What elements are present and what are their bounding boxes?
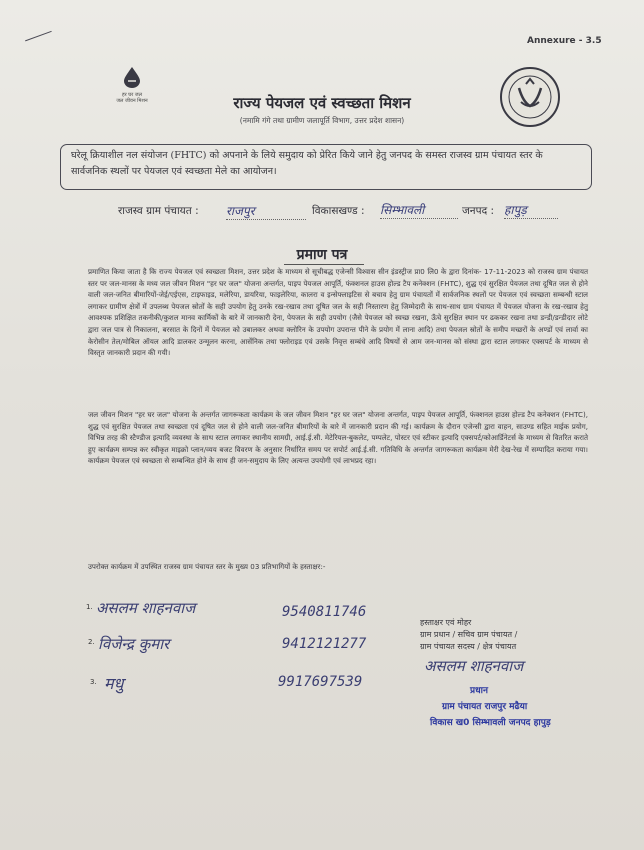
participant-phone: 9917697539	[278, 674, 363, 690]
department-subtitle: (नमामि गंगे तथा ग्रामीण जलापूर्ति विभाग, उत्तर प्रदेश शासन)	[239, 116, 405, 125]
authority-roles-line: ग्राम पंचायत सदस्य / क्षेत्र पंचायत	[420, 642, 517, 651]
event-notice-box: घरेलू क्रियाशील नल संयोजन (FHTC) को अपनाने के लिये समुदाय को प्रेरित किये जाने हेतु जनपद के समस्त राजस्व ग्राम पंचायत स्तर के सार्वजनिक स्थलों पर पेयजल एवं स्वच्छता मेले का आयोजन।	[60, 144, 592, 190]
stamp-line: प्रधान	[470, 686, 488, 696]
participant-phone: 9412121277	[282, 636, 367, 652]
block-label: विकासखण्ड :	[312, 205, 365, 217]
logo-caption: हर घर जल जल जीवन मिशन	[116, 92, 148, 104]
gram-panchayat-label: राजस्व ग्राम पंचायत :	[118, 205, 199, 217]
certificate-title: प्रमाण पत्र	[296, 247, 348, 263]
participant-number: 1.	[86, 603, 93, 611]
participant-phone: 9540811746	[282, 604, 367, 620]
authority-roles-line: ग्राम प्रधान / सचिव ग्राम पंचायत /	[420, 630, 518, 639]
block-value: सिम्भावली	[380, 201, 458, 219]
water-drop-icon	[121, 66, 143, 88]
gram-panchayat-value: राजपुर	[226, 202, 306, 220]
participants-intro: उपरोक्त कार्यक्रम में उपस्थित राजस्व ग्राम पंचायत स्तर के मुख्य 03 प्रतिभागियों के हस्ताक्षर:-	[88, 562, 326, 571]
certificate-paragraph-1: प्रमाणित किया जाता है कि राज्य पेयजल एवं स्वच्छता मिशन, उत्तर प्रदेश के माध्यम से सूचीबद्ध एजेन्सी विश्वास सीन इंडस्ट्रीज प्रा0 लि0 के द्वारा दिनांक- 17-11-2023 को राजस्व ग्राम पंचायत स्तर पर जल-मानस के मध्य जल जीवन मिशन "हर घर जल" योजना अन्तर्गत, पाइप पेयजल आपूर्ति, फंक्शनल हाउस होल्ड टैप कनेक्शन (FHTC), शुद्ध एवं सुरक्षित पेयजल तथा दूषित जल से होने वाली जल-जनित बीमारियों-जेई/एईएस, टाइफाइड, मलेरिया, डायरिया, फाइलेरिया, कालरा व इन्सेफ्लाइटिस से बचाव हेतु ग्राम पंचायतों में सार्वजनिक स्थलों पर पेयजल एवं स्वच्छता सम्बन्धी स्टाल लगाकर ग्रामीण क्षेत्रों में उपलब्ध पेयजल स्रोतों के सही उपयोग हेतु उनके रख-रखाव तथा दूषित जल के सही निस्तारण हेतु जिम्मेदारी के साथ-साथ ग्राम पंचायत में पेयजल योजना के रख-रखाव हेतु आवश्यक प्रशिक्षित तकनीकी/कुशल मानव कार्मिकों के बारे में जानकारी देना, पेयजल के सही उपयोग (जैसे पेयजल को स्वच्छ रखना, ऊँचे सुरक्षित स्थान पर ढककर रखना तथा डन्डी/डन्डीदार लोटे द्वारा जल पात्र से निकालना, बरसात के दिनों में पेयजल को उबालकर अथवा क्लोरिन के उपयोग उपरान्त पीने के प्रयोग में लाना आदि) तथा पेयजल स्रोतों के समीप मच्छरों के अण्डों एवं लार्वा का केरोसीन तेल/मोबिल ऑयल आदि डालकर उन्मूलन करना, आर्सेनिक तथा फ्लोराइड एवं उसके निवृत्त सम्बंधे आदि विषयों से आम जन-मानस को संस्था द्वारा स्टाल लगाकर एक्सपर्ट के माध्यम से विस्तृत जानकारी प्रदान की गयी।	[88, 267, 588, 358]
authority-heading: हस्ताक्षर एवं मोहर	[420, 618, 472, 627]
mission-title: राज्य पेयजल एवं स्वच्छता मिशन	[233, 94, 411, 112]
participant-signature: मधु	[104, 674, 124, 693]
pen-mark	[20, 18, 51, 42]
pradhan-signature: असलम शाहनवाज	[424, 657, 524, 675]
participant-signature: विजेन्द्र कुमार	[98, 635, 170, 653]
district-value: हापुड़	[504, 201, 558, 219]
participant-signature: असलम शाहनवाज	[96, 599, 196, 617]
stamp-line: ग्राम पंचायत राजपुर मढैया	[442, 702, 528, 712]
participant-number: 2.	[88, 638, 95, 646]
district-label: जनपद :	[462, 205, 495, 217]
participant-number: 3.	[90, 678, 97, 686]
stamp-line: विकास ख0 सिम्भावली जनपद हापुड़	[430, 718, 551, 728]
certificate-paragraph-2: जल जीवन मिशन "हर घर जल" योजना के अन्तर्गत जागरूकता कार्यक्रम के जल जीवन मिशन "हर घर जल" योजना अन्तर्गत, पाइप पेयजल आपूर्ति, फंक्शनल हाउस होल्ड टैप कनेक्शन (FHTC), शुद्ध एवं सुरक्षित पेयजल तथा स्वच्छता एवं दूषित जल से होने वाली जल-जनित बीमारियों के बारे में जानकारी प्रदान की गई। कार्यक्रम के दौरान एजेन्सी द्वारा वाहन, साउण्ड सहित माईक प्रयोग, विभिन्न तरह की स्टैण्डीज इत्यादि व्यवस्था के साथ स्टाल लगाकर स्थानीय सामग्री, आई.ई.सी. मेटेरियल-बुकलेट, पम्पलेट, पोस्टर एवं स्टीकर इत्यादि एक्सपर्ट/कोआर्डिनेटर्स के माध्यम से वितरित कराते हुए कार्यक्रम सम्पन्न कर स्वीकृत माइक्रो प्लान/व्यय बजट विवरण के अनुसार निर्धारित समय पर सपोर्ट आई.ई.सी. गतिविधि के अन्तर्गत जागरूकता कार्यक्रम मेरी देख-रेख में सम्पादित कराया गया। कार्यक्रम पेयजल एवं स्वच्छता से सम्बन्धित होने के साथ ही जन-समुदाय के लिए अत्यन्त उपयोगी एवं लाभप्रद रहा।	[88, 410, 588, 466]
annexure-label: Annexure - 3.5	[527, 36, 602, 46]
title-underline	[284, 264, 364, 265]
